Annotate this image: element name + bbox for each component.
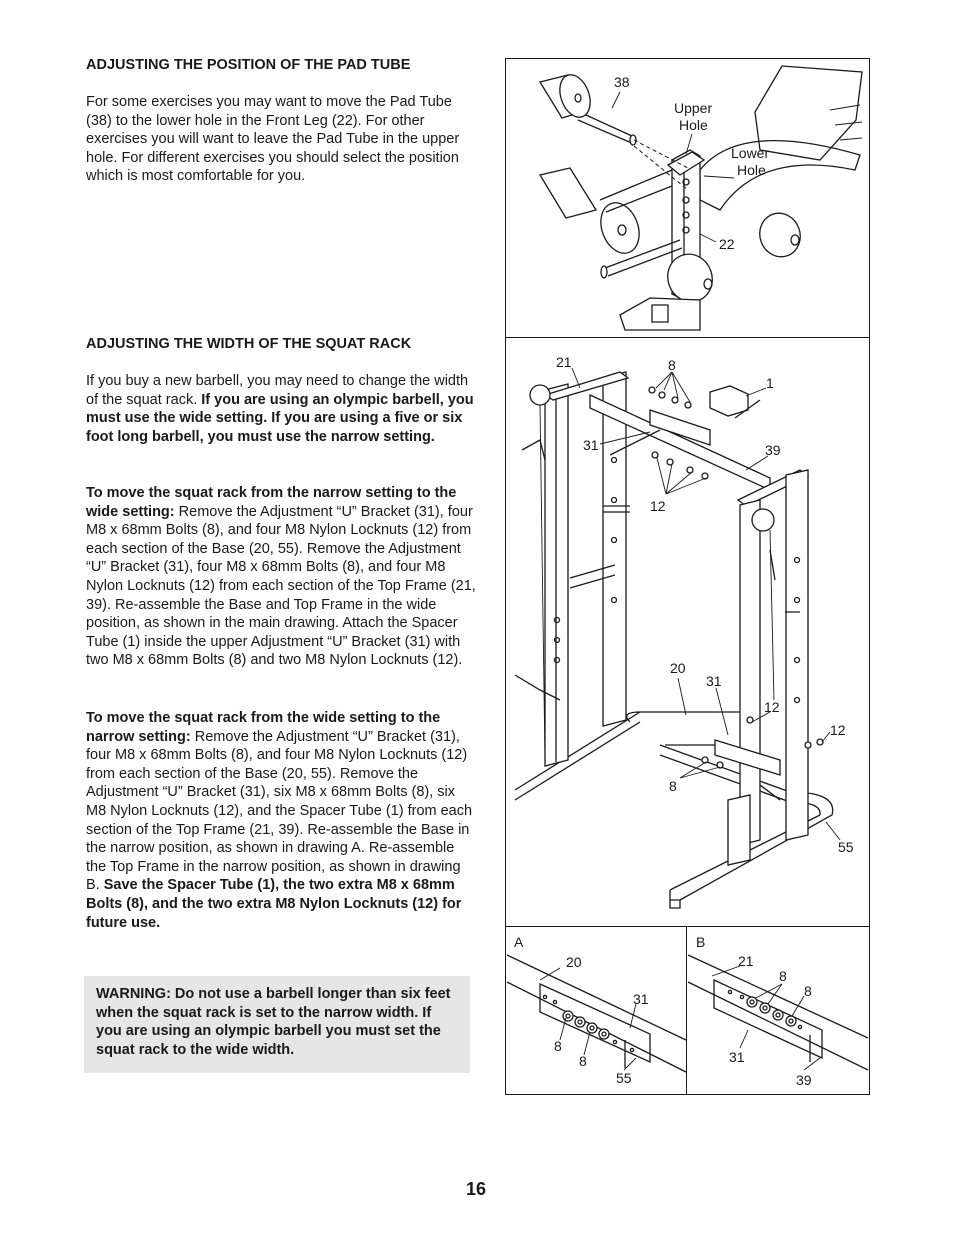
detail-a-label-31: 31 [633,991,649,1007]
label-38: 38 [614,74,630,90]
label-12-top: 12 [650,498,666,514]
detail-b-label-8a: 8 [779,968,787,984]
label-21: 21 [556,354,572,370]
detail-a-label-20: 20 [566,954,582,970]
squat-rack-illustration [515,368,840,908]
label-lower-hole: Hole [737,162,766,178]
detail-b-illustration [688,955,868,1070]
detail-a-labels [514,934,649,1086]
detail-a-illustration [507,955,686,1072]
label-12-right: 12 [830,722,846,738]
warning-box: WARNING: Do not use a barbell longer than six feet when the squat rack is set to the narrow width. If you are using an olympic barbell you must set the squat rack to the wide width. [84,976,470,1073]
detail-b-title: B [696,934,706,950]
detail-a-label-55: 55 [616,1070,632,1086]
detail-a-label-8b: 8 [579,1053,587,1069]
squat-rack-intro-bold: If you are using an olympic barbell, you must use the wide setting. If you are using a five or six foot long barbell, you must use the narrow setting. [86,391,474,445]
label-8-bottom: 8 [669,778,677,794]
narrow-setting-save-note: Save the Spacer Tube (1), the two extra M8 x 68mm Bolts (8), and the two extra M8 Nylon Locknuts (12) for future use. [86,877,462,931]
pad-tube-paragraph: For some exercises you may want to move the Pad Tube (38) to the lower hole in the Front Leg (22). For other exercises you will want to leave the Pad Tube in the upper hole. For different exercises you should select the position which is most comfortable for you. [86,94,460,185]
label-20: 20 [670,660,686,676]
label-31-top: 31 [583,437,599,453]
label-upper: Upper [674,100,713,116]
detail-b-label-39: 39 [796,1072,812,1088]
wide-setting-body: Remove the Adjustment “U” Bracket (31), four M8 x 68mm Bolts (8), and four M8 Nylon Locknuts (12) from each section of the Base (20, 55). Remove the Adjustment “U” Bracket (31), four M8 x 68mm Bolts (8), and four M8 Nylon Locknuts (12) from each section of the Top Frame (21, 39). Re-assemble the Base and Top Frame in the wide position, as shown in the main drawing. Attach the Spacer Tube (1) inside the upper Adjustment “U” Bracket (31) with two M8 x 68mm Bolts (8) and two M8 Nylon Locknuts (12). [86,503,476,669]
label-upper-hole: Hole [679,117,708,133]
label-31-bottom: 31 [706,673,722,689]
detail-a-label-8a: 8 [554,1038,562,1054]
detail-b-label-21: 21 [738,953,754,969]
detail-b-label-31: 31 [729,1049,745,1065]
label-55: 55 [838,839,854,855]
label-39: 39 [765,442,781,458]
label-lower: Lower [731,145,770,161]
narrow-setting-lead: To move the squat rack from the wide setting to the narrow setting: [86,710,441,745]
wide-setting-lead: To move the squat rack from the narrow setting to the wide setting: [86,485,457,520]
label-1: 1 [766,375,774,391]
squat-rack-intro-plain: If you buy a new barbell, you may need to change the width of the squat rack. [86,373,469,408]
squat-rack-heading: ADJUSTING THE WIDTH OF THE SQUAT RACK [86,336,412,352]
pad-tube-heading: ADJUSTING THE POSITION OF THE PAD TUBE [86,57,411,73]
label-8-top: 8 [668,357,676,373]
page-number: 16 [466,1179,487,1199]
label-12-middle: 12 [764,699,780,715]
detail-a-title: A [514,934,524,950]
narrow-setting-body: Remove the Adjustment “U” Bracket (31), four M8 x 68mm Bolts (8), and four M8 Nylon Locknuts (12) from each section of the Base (20, 55). Remove the Adjustment “U” Bracket (31), six M8 x 68mm Bolts (8), six M8 Nylon Locknuts (12), and the Spacer Tube (1) from each section of the Top Frame (21, 39). Re-assemble the Base in the narrow position, as shown in drawing A. Re-assemble the Top Frame in the narrow position, as shown in drawing B. [86,728,473,894]
label-22: 22 [719,236,735,252]
detail-b-label-8b: 8 [804,983,812,999]
